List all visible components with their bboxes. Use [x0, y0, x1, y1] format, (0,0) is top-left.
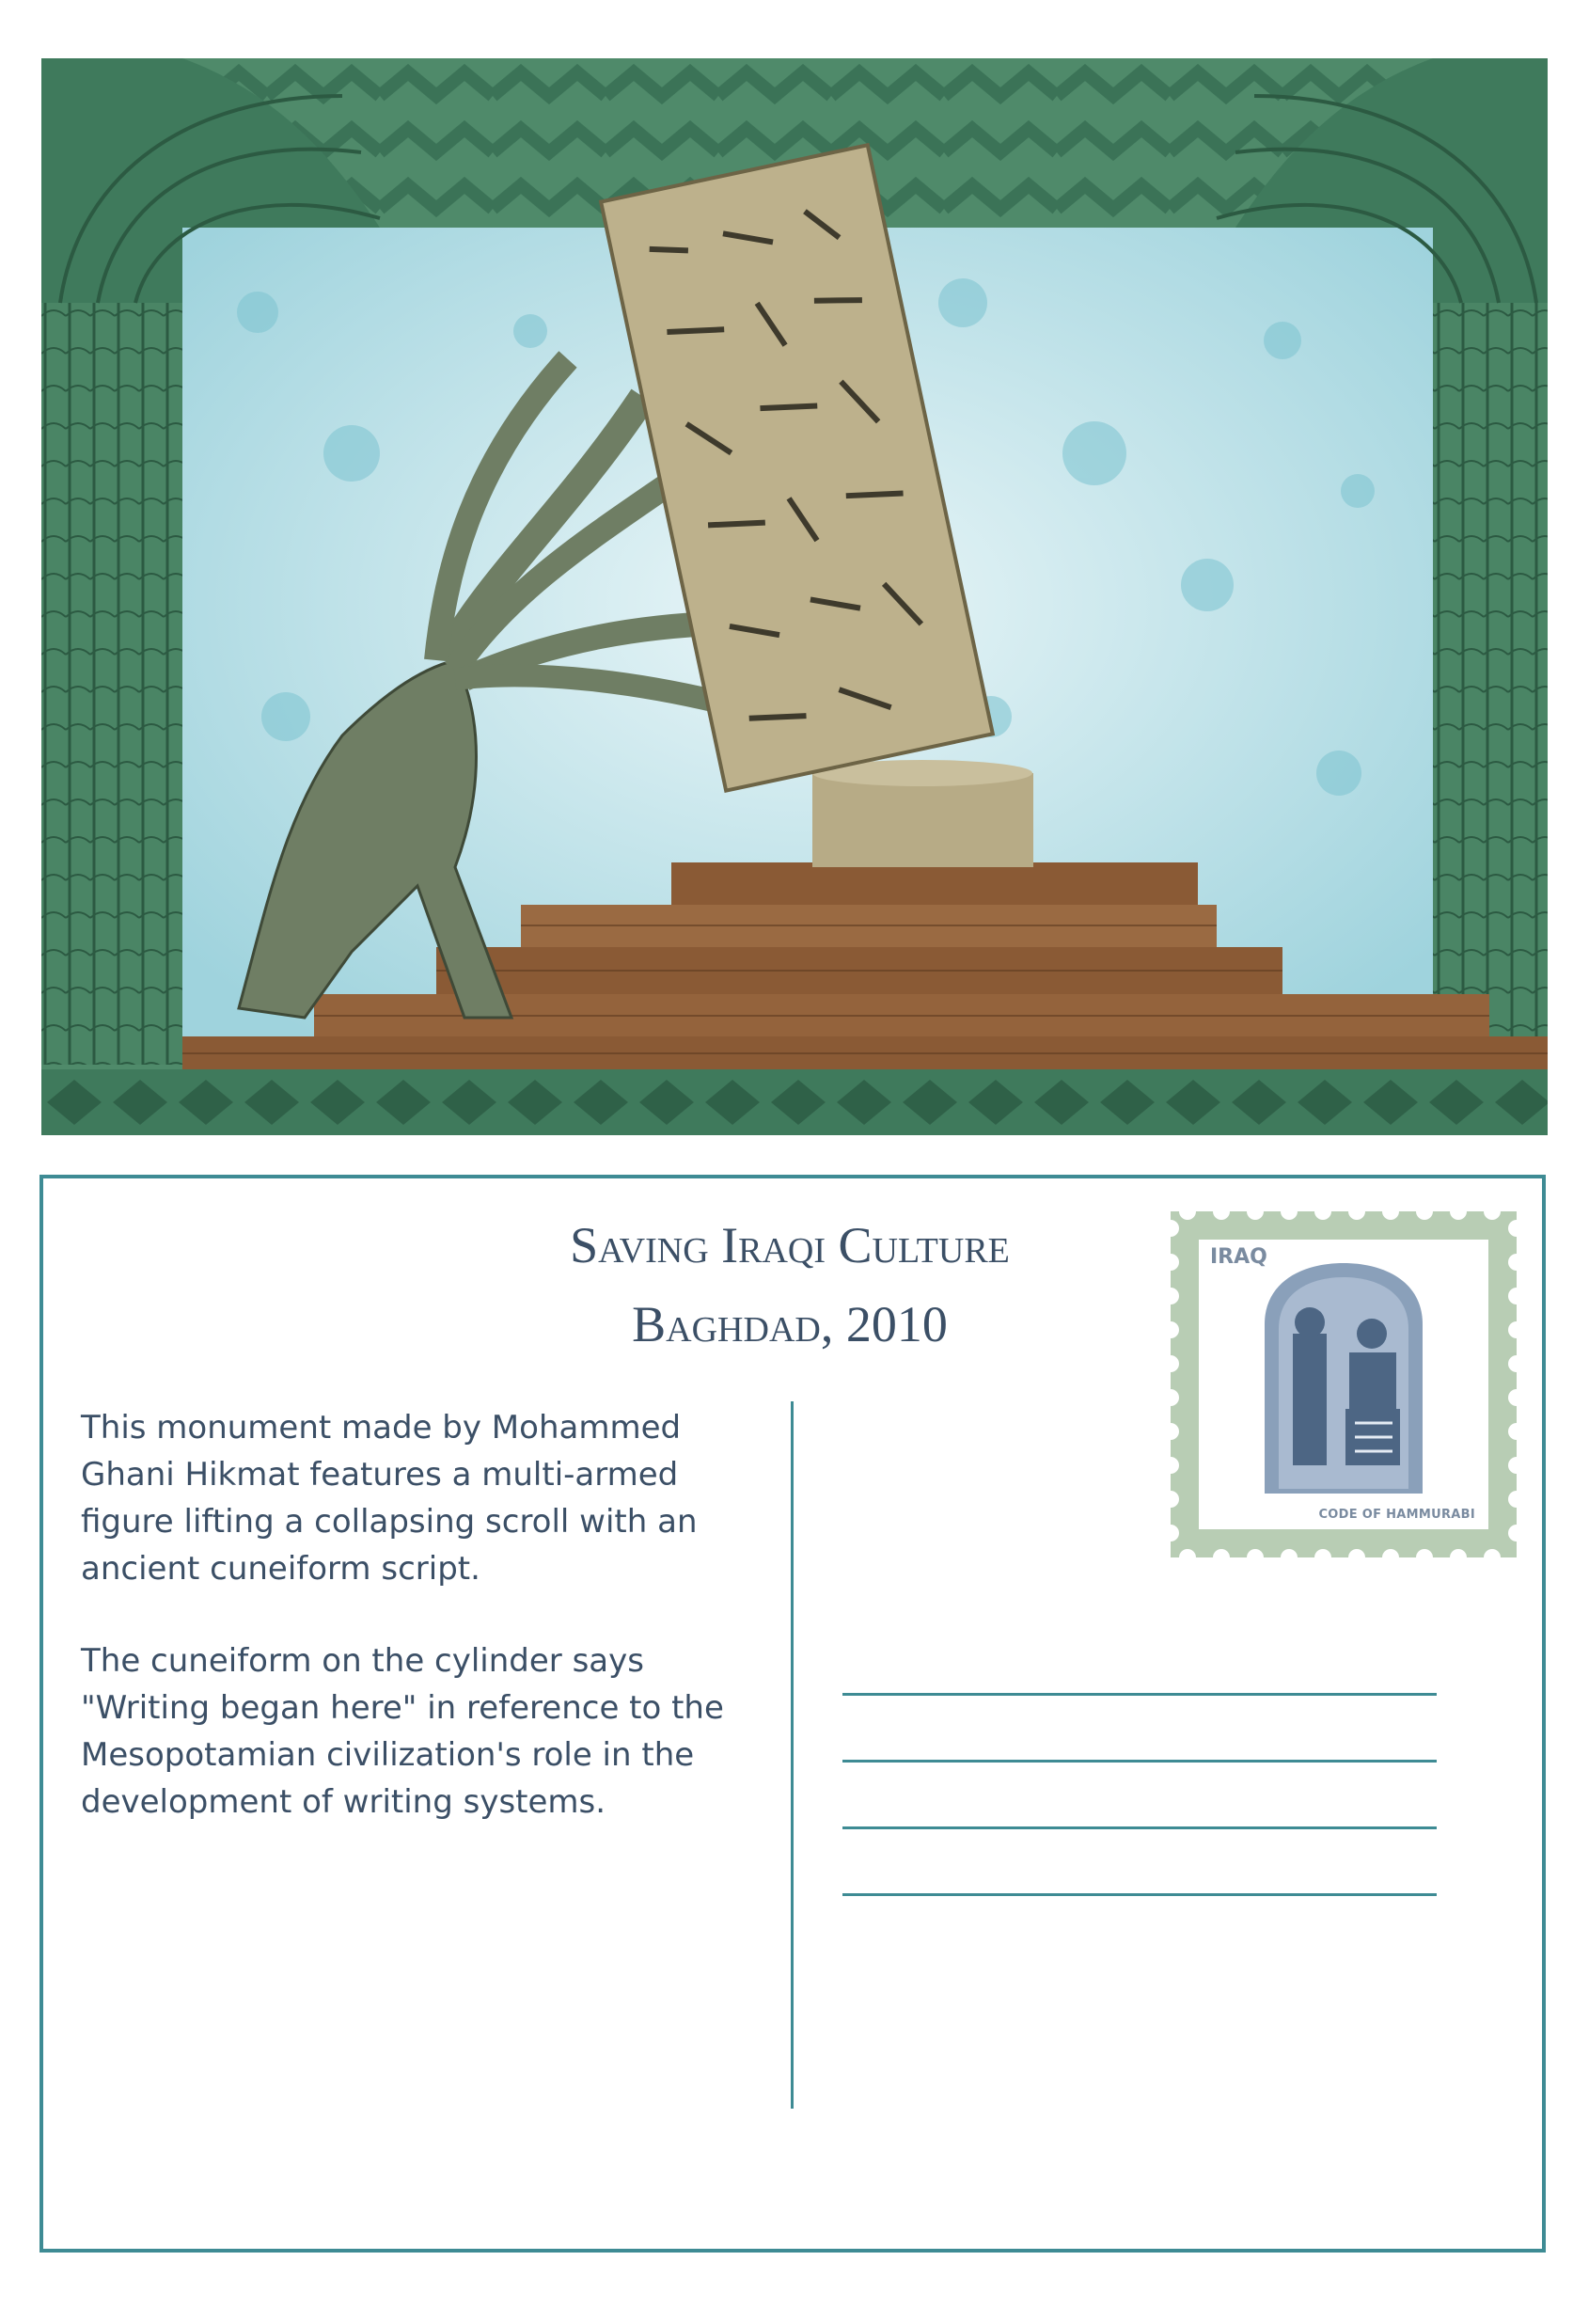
- monument-illustration: [41, 58, 1548, 1135]
- stamp-caption: CODE OF HAMMURABI: [1318, 1508, 1475, 1522]
- stamp-country: IRAQ: [1210, 1245, 1267, 1269]
- description-paragraph-2: The cuneiform on the cylinder says "Writing began here" in reference to the Mesopotamian civilization's role in the development of writing systems.: [81, 1642, 724, 1821]
- message-address-divider: [791, 1401, 794, 2109]
- address-line-3: [842, 1826, 1437, 1829]
- description-paragraph-1: This monument made by Mohammed Ghani Hikmat features a multi-armed figure lifting a collapsing scroll with an ancient cuneiform script.: [81, 1409, 698, 1588]
- address-line-1: [842, 1693, 1437, 1696]
- address-line-4: [842, 1893, 1437, 1896]
- monument-artwork: [41, 58, 1548, 1135]
- postage-stamp: [1171, 1211, 1517, 1557]
- postcard-title: [451, 1206, 1128, 1364]
- title-line-1: Saving Iraqi Culture: [570, 1217, 1010, 1273]
- postcard-description: [81, 1404, 758, 1871]
- title-line-2: Baghdad, 2010: [632, 1296, 948, 1352]
- address-line-2: [842, 1760, 1437, 1763]
